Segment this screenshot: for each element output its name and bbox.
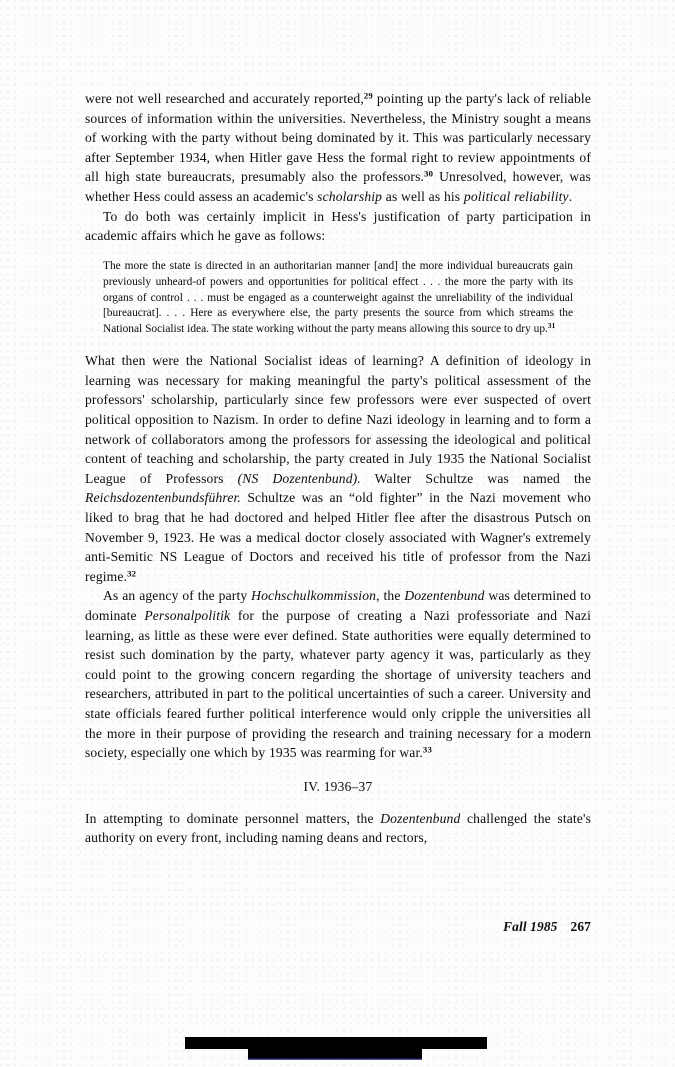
paragraph-3-text-a: What then were the National Socialist ideas of learning? A definition of ideology in learning was necessary for making meaningful the party's political assessment of the professors' scholarship, particularly since few professors were ever suspected of overt political opposition to Nazism. In order to define Nazi ideology in learning and to form a network of collaborators among the professors for assessing the ideological and political content of teaching and scholarship, the party created in July 1935 the National Socialist League of Professors xyxy=(85,353,591,486)
block-quotation-text: The more the state is directed in an authoritarian manner [and] the more individual bureaucrats gain previously unheard-of powers and opportunities for political effect . . . the more the party with its organs of control . . . must be engaged as a counterweight against the unreliability of the individual [bureaucrat]. . . . Here as everywhere else, the party presents the source from which streams the National Socialist idea. The state working without the party means allowing this source to dry up. xyxy=(103,259,573,336)
footer-issue-label: Fall 1985 xyxy=(503,919,558,934)
paragraph-5-text-b: challenged the state's authority on every front, including naming deans and rectors, xyxy=(85,810,591,846)
scan-artifact-edge-tint xyxy=(248,1058,422,1060)
emphasis-dozentenbund-2: Dozentenbund xyxy=(380,810,461,826)
scan-artifact-lower-bar xyxy=(248,1037,422,1059)
text-column xyxy=(85,89,591,848)
paragraph-1-text-b: pointing up the party's lack of reliable sources of information within the universities. Nevertheless, the Ministry sought a means of working with the party without being dominated by it. This was particularly necessary after September 1934, when Hitler gave Hess the formal right to review appointments of all high state bureaucrats, presumably also the professors. xyxy=(85,91,591,185)
paragraph-1-text-e: . xyxy=(568,188,573,204)
paragraph-section-iv-opening xyxy=(85,809,591,848)
emphasis-hochschulkommission: Hochschulkommission xyxy=(251,588,377,604)
section-heading: IV. 1936–37 xyxy=(303,778,373,794)
paragraph-1-text-a: were not well researched and accurately reported, xyxy=(85,91,364,106)
paragraph-4-text-b: , the xyxy=(376,588,405,604)
paragraph-5-text-a: In attempting to dominate personnel matters, the xyxy=(85,810,381,826)
paragraph-1-text-d: as well as his xyxy=(382,188,464,204)
footnote-marker-29: 29 xyxy=(363,90,373,101)
footnote-marker-33: 33 xyxy=(422,744,432,755)
emphasis-scholarship: scholarship xyxy=(317,188,383,204)
scan-edge-artifact xyxy=(0,1033,675,1067)
emphasis-dozentenbund: Dozentenbund xyxy=(404,588,485,604)
footnote-marker-30: 30 xyxy=(424,168,434,179)
emphasis-reichsdozentenbundsfuehrer: Reichsdozentenbundsführer. xyxy=(85,490,241,506)
paragraph-dozentenbund-agency xyxy=(85,586,591,762)
emphasis-personalpolitik: Personalpolitik xyxy=(144,608,231,623)
paragraph-4-text-a: As an agency of the party xyxy=(103,588,252,604)
paragraph-4-text-c: was determined to dominate xyxy=(85,588,591,623)
paragraph-3-text-c: Schultze was an “old fighter” in the Nazi movement who liked to brag that he had doctored and helped Hitler flee after the disastrous Putsch on November 9, 1923. He was a medical doctor closely associated with Wagner's extremely anti-Semitic NS League of Doctors and received his title of professor from the Nazi regime. xyxy=(85,490,591,584)
footer-page-number: 267 xyxy=(570,919,591,934)
emphasis-political-reliability: political reliability xyxy=(463,188,569,204)
paragraph-3-text-b: Walter Schultze was named the xyxy=(360,470,592,486)
block-quotation-paragraph xyxy=(103,259,573,339)
footnote-marker-31: 31 xyxy=(547,322,556,331)
paragraph-hess-justification: To do both was certainly implicit in Hess's justification of party participation in academic affairs which he gave as follows: xyxy=(85,208,591,244)
paragraph-continued xyxy=(85,89,591,207)
emphasis-ns-dozentenbund: (NS Dozentenbund). xyxy=(237,470,361,486)
footnote-marker-32: 32 xyxy=(127,568,137,579)
paragraph-ns-ideas-of-learning xyxy=(85,351,591,586)
paragraph-1-text-c: Unresolved, however, was whether Hess could assess an academic's xyxy=(85,169,591,204)
paragraph-4-text-d: for the purpose of creating a Nazi professoriate and Nazi learning, as little as these were ever defined. State authorities were equally determined to resist such domination by the party, whatever party agency it was, particularly as they could point to the growing concern regarding the shortage of university teachers and researchers, attributed in part to the political uncertainties of such a career. University and state officials feared further political interference would only cripple the universities all the more in their purpose of providing the research and training necessary for a modern society, especially one which by 1935 was rearming for war. xyxy=(85,608,592,761)
running-footer xyxy=(85,917,591,936)
block-quotation xyxy=(103,259,573,339)
